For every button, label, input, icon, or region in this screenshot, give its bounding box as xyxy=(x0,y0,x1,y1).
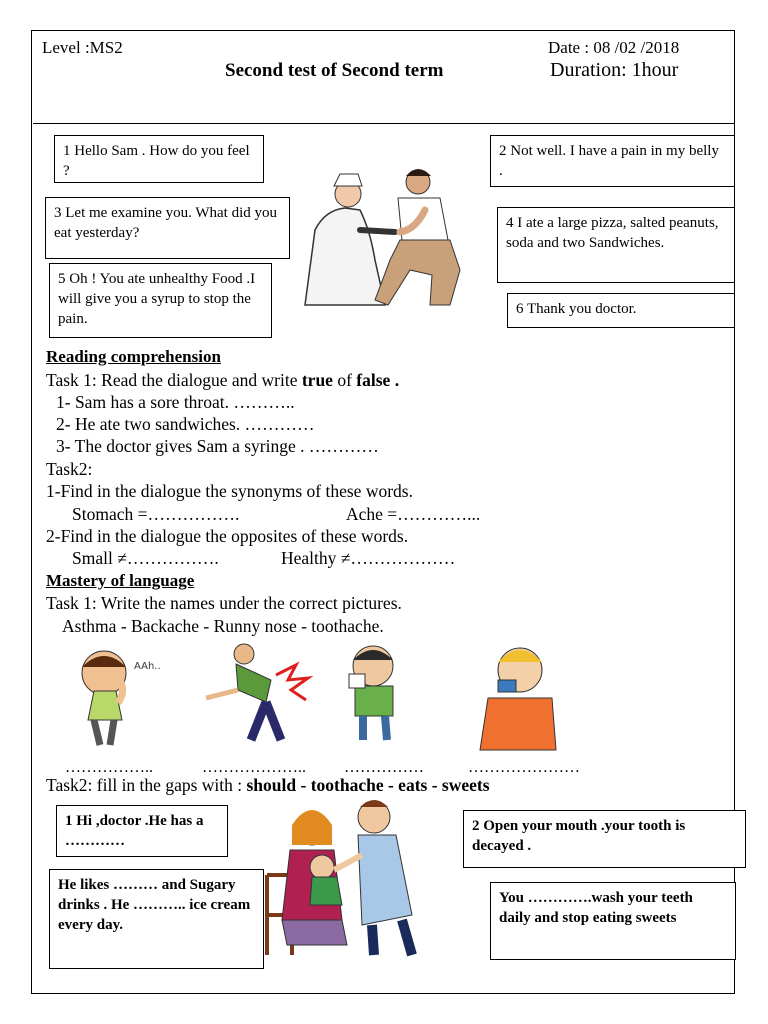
gap-words: should - toothache - eats - sweets xyxy=(246,775,490,795)
picture-blank-3: …………… xyxy=(344,759,424,776)
dialogue-bubble-1: 1 Hello Sam . How do you feel ? xyxy=(54,135,264,183)
aah-text: AAh.. xyxy=(134,661,161,672)
dialogue-bubble-6: 6 Thank you doctor. xyxy=(507,293,735,328)
doctor-patient-illustration xyxy=(300,160,465,310)
reading-task1-text: Task 1: Read the dialogue and write xyxy=(46,370,302,390)
dialogue-bubble-4: 4 I ate a large pizza, salted peanuts, soda and two Sandwiches. xyxy=(497,207,735,283)
gap-bubble-1: 1 Hi ,doctor .He has a ………… xyxy=(56,805,228,857)
true-false-item-2: 2- He ate two sandwiches. ………… xyxy=(56,414,315,434)
opposite-healthy: Healthy ≠……………… xyxy=(281,548,456,568)
picture-blank-2: ……………….. xyxy=(202,759,306,776)
true-false-item-3: 3- The doctor gives Sam a syringe . ………… xyxy=(56,436,379,456)
mastery-task2-text: Task2: fill in the gaps with : xyxy=(46,775,247,795)
page-title: Second test of Second term xyxy=(225,60,444,81)
picture-blank-4: ………………… xyxy=(468,759,580,776)
date-label: Date : 08 /02 /2018 xyxy=(548,38,680,57)
dialogue-bubble-2: 2 Not well. I have a pain in my belly . xyxy=(490,135,735,187)
opposites-question: 2-Find in the dialogue the opposites of these words. xyxy=(46,526,409,546)
asthma-boy-picture xyxy=(470,638,560,753)
true-word: true xyxy=(301,370,333,390)
gap-bubble-2: 2 Open your mouth .your tooth is decayed . xyxy=(463,810,746,868)
mother-child-dentist-illustration xyxy=(262,795,452,965)
mastery-task1: Task 1: Write the names under the correct pictures. xyxy=(46,593,402,613)
reading-task1-of: of xyxy=(332,370,357,390)
mastery-heading: Mastery of language xyxy=(46,571,195,590)
level-label: Level :MS2 xyxy=(42,38,123,57)
synonym-stomach: Stomach =……………. xyxy=(72,504,240,524)
synonyms-question: 1-Find in the dialogue the synonyms of these words. xyxy=(46,481,413,501)
backache-man-picture xyxy=(196,640,316,750)
mastery-task2 xyxy=(46,774,490,796)
reading-task2: Task2: xyxy=(46,459,93,479)
opposite-small: Small ≠……………. xyxy=(72,548,219,568)
header-divider xyxy=(33,123,735,124)
duration-label: Duration: 1hour xyxy=(550,59,679,81)
runny-nose-boy-picture xyxy=(335,640,415,750)
reading-task1 xyxy=(46,369,399,391)
false-word: false . xyxy=(356,370,400,390)
reading-heading: Reading comprehension xyxy=(46,347,221,366)
synonym-ache: Ache =…………... xyxy=(346,504,481,524)
true-false-item-1: 1- Sam has a sore throat. ……….. xyxy=(56,392,295,412)
picture-blank-1: …………….. xyxy=(65,759,153,776)
dialogue-bubble-5: 5 Oh ! You ate unhealthy Food .I will give you a syrup to stop the pain. xyxy=(49,263,272,338)
gap-bubble-3: He likes ……… and Sugary drinks . He ……….. ice cream every day. xyxy=(49,869,264,969)
toothache-boy-picture xyxy=(72,645,187,750)
word-list: Asthma - Backache - Runny nose - toothache. xyxy=(62,616,384,636)
dialogue-bubble-3: 3 Let me examine you. What did you eat yesterday? xyxy=(45,197,290,259)
gap-bubble-4: You ………….wash your teeth daily and stop eating sweets xyxy=(490,882,736,960)
